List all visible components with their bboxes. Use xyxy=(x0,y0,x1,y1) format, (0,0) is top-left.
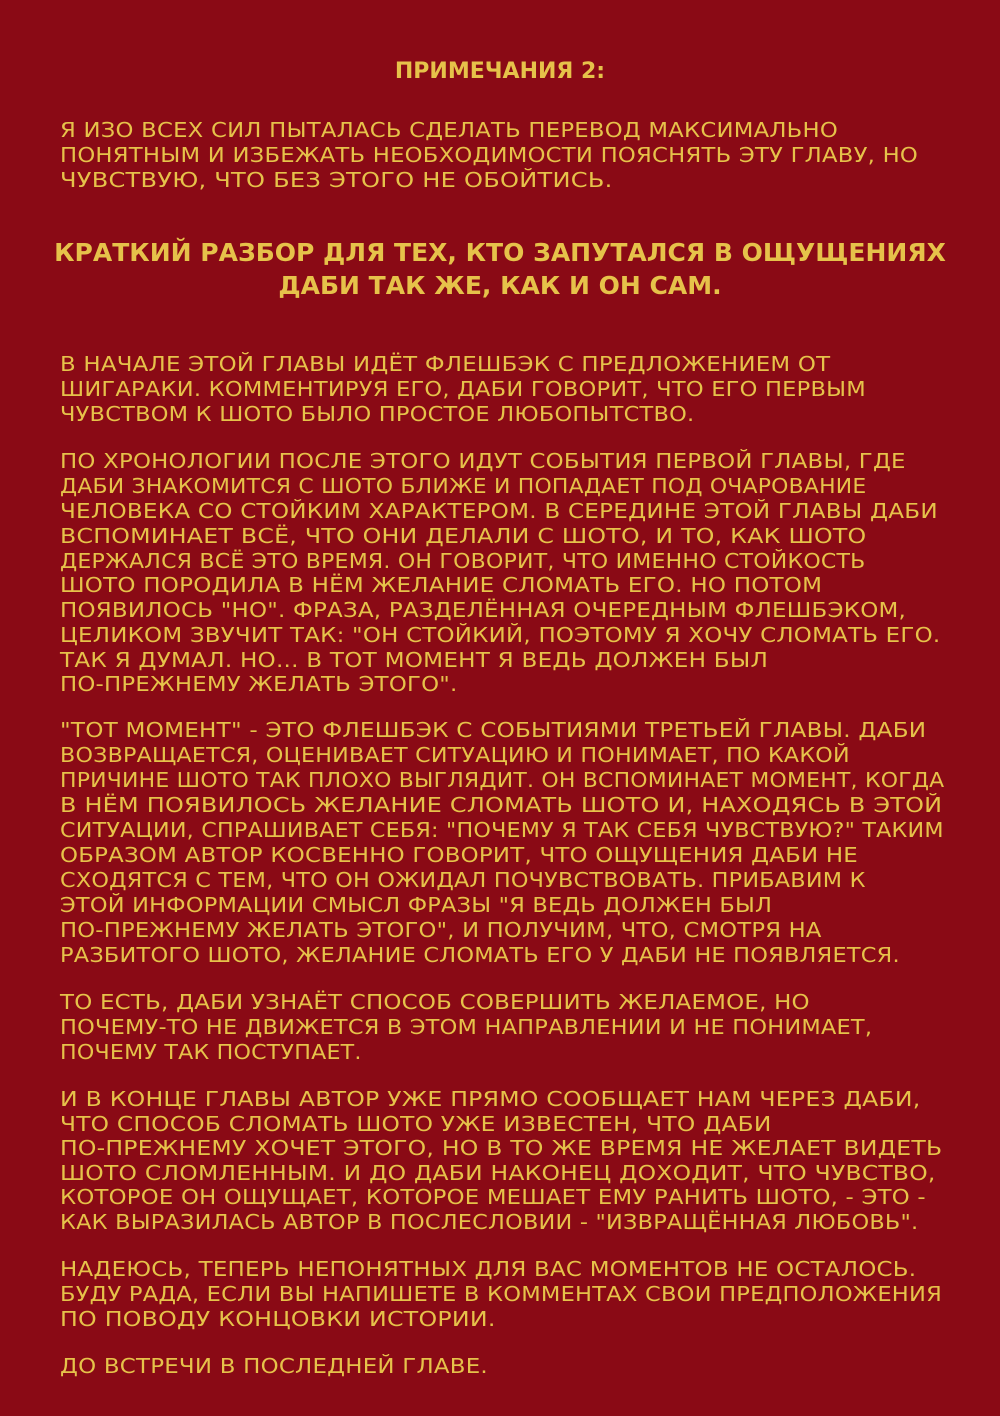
paragraph-line: ПРИЧИНЕ ШОТО ТАК ПЛОХО ВЫГЛЯДИТ. ОН ВСПОМИНАЕТ МОМЕНТ, КОГДА xyxy=(60,768,945,792)
paragraph-line: ТАК Я ДУМАЛ. НО... В ТОТ МОМЕНТ Я ВЕДЬ ДОЛЖЕН БЫЛ xyxy=(60,648,769,672)
paragraph-line: ШОТО ПОРОДИЛА В НЁМ ЖЕЛАНИЕ СЛОМАТЬ ЕГО. НО ПОТОМ xyxy=(60,573,823,597)
paragraph-line: ЧУВСТВОМ К ШОТО БЫЛО ПРОСТОЕ ЛЮБОПЫТСТВО. xyxy=(60,402,695,426)
paragraph-line: СХОДЯТСЯ С ТЕМ, ЧТО ОН ОЖИДАЛ ПОЧУВСТВОВАТЬ. ПРИБАВИМ К xyxy=(60,868,866,892)
paragraph-line: ЭТОЙ ИНФОРМАЦИИ СМЫСЛ ФРАЗЫ "Я ВЕДЬ ДОЛЖЕН БЫЛ xyxy=(60,893,773,917)
paragraph-line: БУДУ РАДА, ЕСЛИ ВЫ НАПИШЕТЕ В КОММЕНТАХ СВОИ ПРЕДПОЛОЖЕНИЯ xyxy=(60,1282,942,1306)
subheading-line: КРАТКИЙ РАЗБОР ДЛЯ ТЕХ, КТО ЗАПУТАЛСЯ В ОЩУЩЕНИЯХ xyxy=(54,238,946,267)
paragraph-line: ЧЕЛОВЕКА СО СТОЙКИМ ХАРАКТЕРОМ. В СЕРЕДИНЕ ЭТОЙ ГЛАВЫ ДАБИ xyxy=(60,499,938,523)
paragraph-line: ДО ВСТРЕЧИ В ПОСЛЕДНЕЙ ГЛАВЕ. xyxy=(60,1354,488,1378)
paragraph-line: НАДЕЮСЬ, ТЕПЕРЬ НЕПОНЯТНЫХ ДЛЯ ВАС МОМЕНТОВ НЕ ОСТАЛОСЬ. xyxy=(60,1257,917,1281)
paragraph-line: ЧТО СПОСОБ СЛОМАТЬ ШОТО УЖЕ ИЗВЕСТЕН, ЧТО ДАБИ xyxy=(60,1112,772,1136)
paragraph-line: ПО-ПРЕЖНЕМУ ХОЧЕТ ЭТОГО, НО В ТО ЖЕ ВРЕМЯ НЕ ЖЕЛАЕТ ВИДЕТЬ xyxy=(60,1136,943,1160)
paragraph-line: СИТУАЦИИ, СПРАШИВАЕТ СЕБЯ: "ПОЧЕМУ Я ТАК СЕБЯ ЧУВСТВУЮ?" ТАКИМ xyxy=(60,818,944,842)
paragraph-line: В НЁМ ПОЯВИЛОСЬ ЖЕЛАНИЕ СЛОМАТЬ ШОТО И, НАХОДЯСЬ В ЭТОЙ xyxy=(60,793,943,817)
intro-line: ЧУВСТВУЮ, ЧТО БЕЗ ЭТОГО НЕ ОБОЙТИСЬ. xyxy=(60,168,613,192)
paragraph-line: ПОЧЕМУ ТАК ПОСТУПАЕТ. xyxy=(60,1040,362,1064)
paragraph-line: ВОЗВРАЩАЕТСЯ, ОЦЕНИВАЕТ СИТУАЦИЮ И ПОНИМАЕТ, ПО КАКОЙ xyxy=(60,743,850,767)
paragraph-line: ДАБИ ЗНАКОМИТСЯ С ШОТО БЛИЖЕ И ПОПАДАЕТ ПОД ОЧАРОВАНИЕ xyxy=(60,474,867,498)
intro-line: Я ИЗО ВСЕХ СИЛ ПЫТАЛАСЬ СДЕЛАТЬ ПЕРЕВОД МАКСИМАЛЬНО xyxy=(60,118,838,142)
paragraph-line: ПО-ПРЕЖНЕМУ ЖЕЛАТЬ ЭТОГО". xyxy=(60,672,458,696)
paragraph-line: ТО ЕСТЬ, ДАБИ УЗНАЁТ СПОСОБ СОВЕРШИТЬ ЖЕЛАЕМОЕ, НО xyxy=(60,990,810,1014)
paragraph-line: ШИГАРАКИ. КОММЕНТИРУЯ ЕГО, ДАБИ ГОВОРИТ, ЧТО ЕГО ПЕРВЫМ xyxy=(60,377,866,401)
paragraph-line: "ТОТ МОМЕНТ" - ЭТО ФЛЕШБЭК С СОБЫТИЯМИ ТРЕТЬЕЙ ГЛАВЫ. ДАБИ xyxy=(60,718,927,742)
paragraph-line: ШОТО СЛОМЛЕННЫМ. И ДО ДАБИ НАКОНЕЦ ДОХОДИТ, ЧТО ЧУВСТВО, xyxy=(60,1161,936,1185)
paragraph-line: КОТОРОЕ ОН ОЩУЩАЕТ, КОТОРОЕ МЕШАЕТ ЕМУ РАНИТЬ ШОТО, - ЭТО - xyxy=(60,1185,926,1209)
paragraph-line: РАЗБИТОГО ШОТО, ЖЕЛАНИЕ СЛОМАТЬ ЕГО У ДАБИ НЕ ПОЯВЛЯЕТСЯ. xyxy=(60,943,900,967)
paragraph-line: ПО-ПРЕЖНЕМУ ЖЕЛАТЬ ЭТОГО", И ПОЛУЧИМ, ЧТО, СМОТРЯ НА xyxy=(60,918,822,942)
paragraph-line: ДЕРЖАЛСЯ ВСЁ ЭТО ВРЕМЯ. ОН ГОВОРИТ, ЧТО ИМЕННО СТОЙКОСТЬ xyxy=(60,549,866,573)
page-title: ПРИМЕЧАНИЯ 2: xyxy=(394,59,606,84)
subheading-line: ДАБИ ТАК ЖЕ, КАК И ОН САМ. xyxy=(278,271,722,300)
paragraph-line: ЦЕЛИКОМ ЗВУЧИТ ТАК: "ОН СТОЙКИЙ, ПОЭТОМУ Я ХОЧУ СЛОМАТЬ ЕГО. xyxy=(60,623,941,647)
paragraph-line: КАК ВЫРАЗИЛАСЬ АВТОР В ПОСЛЕСЛОВИИ - "ИЗВРАЩЁННАЯ ЛЮБОВЬ". xyxy=(60,1210,919,1234)
paragraph-line: ПОЧЕМУ-ТО НЕ ДВИЖЕТСЯ В ЭТОМ НАПРАВЛЕНИИ И НЕ ПОНИМАЕТ, xyxy=(60,1015,873,1039)
paragraph-line: ПО ПОВОДУ КОНЦОВКИ ИСТОРИИ. xyxy=(60,1307,496,1331)
paragraph-line: В НАЧАЛЕ ЭТОЙ ГЛАВЫ ИДЁТ ФЛЕШБЭК С ПРЕДЛОЖЕНИЕМ ОТ xyxy=(60,352,831,376)
paragraph-line: ПОЯВИЛОСЬ "НО". ФРАЗА, РАЗДЕЛЁННАЯ ОЧЕРЕДНЫМ ФЛЕШБЭКОМ, xyxy=(60,598,907,622)
paragraph-line: ВСПОМИНАЕТ ВСЁ, ЧТО ОНИ ДЕЛАЛИ С ШОТО, И ТО, КАК ШОТО xyxy=(60,524,867,548)
paragraph-line: ПО ХРОНОЛОГИИ ПОСЛЕ ЭТОГО ИДУТ СОБЫТИЯ ПЕРВОЙ ГЛАВЫ, ГДЕ xyxy=(60,449,906,473)
paragraph-line: ОБРАЗОМ АВТОР КОСВЕННО ГОВОРИТ, ЧТО ОЩУЩЕНИЯ ДАБИ НЕ xyxy=(60,843,858,867)
paragraph-line: И В КОНЦЕ ГЛАВЫ АВТОР УЖЕ ПРЯМО СООБЩАЕТ НАМ ЧЕРЕЗ ДАБИ, xyxy=(60,1087,921,1111)
intro-line: ПОНЯТНЫМ И ИЗБЕЖАТЬ НЕОБХОДИМОСТИ ПОЯСНЯТЬ ЭТУ ГЛАВУ, НО xyxy=(60,143,918,167)
